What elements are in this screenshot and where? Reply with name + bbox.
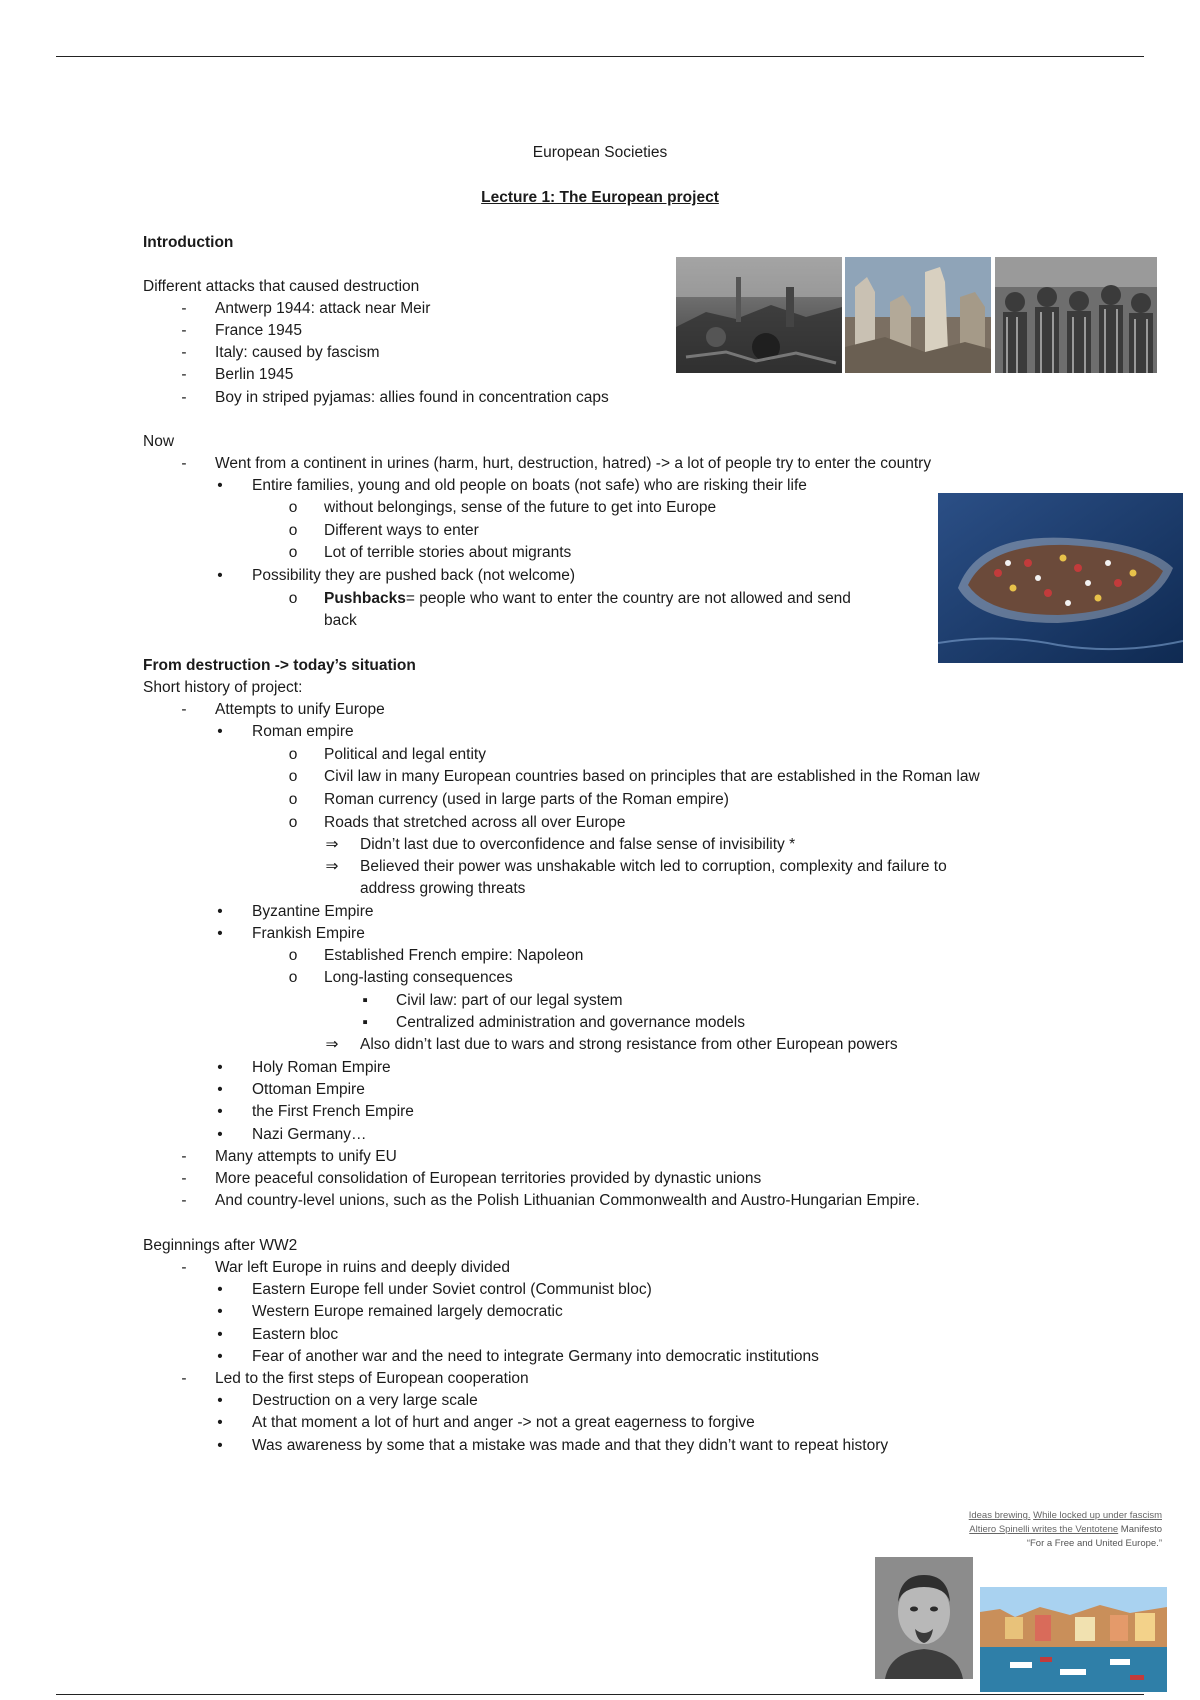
list-item: Nazi Germany… — [252, 1126, 367, 1143]
war-photo-ruins — [845, 257, 991, 373]
dash-marker: - — [181, 300, 187, 317]
dash-marker: - — [181, 1370, 187, 1387]
list-item: Also didn’t last due to wars and strong resistance from other European powers — [360, 1036, 898, 1053]
circle-marker: o — [288, 814, 298, 831]
dash-marker: - — [181, 1170, 187, 1187]
circle-marker: o — [288, 791, 298, 808]
list-item: address growing threats — [360, 880, 526, 897]
course-title: European Societies — [532, 144, 668, 161]
bullet-marker: • — [217, 1103, 223, 1120]
list-item: Different ways to enter — [324, 522, 479, 539]
dash-marker: - — [181, 344, 187, 361]
ww2-heading: Beginnings after WW2 — [143, 1237, 298, 1254]
war-photo-battlefield — [676, 257, 842, 373]
list-item: Boy in striped pyjamas: allies found in concentration caps — [215, 389, 609, 406]
dash-marker: - — [181, 1192, 187, 1209]
list-item: Attempts to unify Europe — [215, 701, 385, 718]
square-marker: ▪ — [362, 1014, 368, 1031]
list-item: Centralized administration and governance models — [396, 1014, 745, 1031]
dash-marker: - — [181, 389, 187, 406]
bullet-marker: • — [217, 477, 223, 494]
list-item: Led to the first steps of European cooperation — [215, 1370, 529, 1387]
circle-marker: o — [288, 768, 298, 785]
bullet-marker: • — [217, 925, 223, 942]
bullet-marker: • — [217, 1326, 223, 1343]
list-item: Believed their power was unshakable witch led to corruption, complexity and failure to — [360, 858, 947, 875]
list-item: At that moment a lot of hurt and anger -> not a great eagerness to forgive — [252, 1414, 755, 1431]
list-item: Antwerp 1944: attack near Meir — [215, 300, 431, 317]
dash-marker: - — [181, 701, 187, 718]
caption-link[interactable]: Ideas brewing. — [968, 1510, 1031, 1521]
list-item: Eastern bloc — [252, 1326, 339, 1343]
circle-marker: o — [288, 522, 298, 539]
pushbacks-definition: = people who want to enter the country are not allowed and send — [405, 590, 851, 607]
list-item: Entire families, young and old people on boats (not safe) who are risking their life — [252, 477, 807, 494]
list-item: Destruction on a very large scale — [252, 1392, 478, 1409]
bullet-marker: • — [217, 903, 223, 920]
list-item: Didn’t last due to overconfidence and false sense of invisibility * — [360, 836, 796, 853]
caption-link[interactable]: While locked up under fascism Altiero Spinelli writes the Ventotene — [969, 1510, 1162, 1535]
dash-marker: - — [181, 455, 187, 472]
list-item: Western Europe remained largely democratic — [252, 1303, 563, 1320]
bullet-marker: • — [217, 1059, 223, 1076]
list-item: Ottoman Empire — [252, 1081, 365, 1098]
list-item: Fear of another war and the need to integrate Germany into democratic institutions — [252, 1348, 819, 1365]
bullet-marker: • — [217, 1348, 223, 1365]
list-item: Many attempts to unify EU — [215, 1148, 397, 1165]
list-item: back — [324, 612, 357, 629]
destruction-heading: From destruction -> today’s situation — [143, 657, 416, 674]
list-item: Italy: caused by fascism — [215, 344, 380, 361]
bullet-marker: • — [217, 1126, 223, 1143]
square-marker: ▪ — [362, 992, 368, 1009]
dash-marker: - — [181, 1148, 187, 1165]
list-item: More peaceful consolidation of European territories provided by dynastic unions — [215, 1170, 762, 1187]
now-heading: Now — [143, 433, 175, 450]
bullet-marker: • — [217, 1414, 223, 1431]
list-item: Roads that stretched across all over Europe — [324, 814, 626, 831]
list-item: Roman currency (used in large parts of the Roman empire) — [324, 791, 729, 808]
circle-marker: o — [288, 590, 298, 607]
bullet-marker: • — [217, 1437, 223, 1454]
list-item: Berlin 1945 — [215, 366, 294, 383]
dash-marker: - — [181, 366, 187, 383]
list-item: Was awareness by some that a mistake was made and that they didn’t want to repeat history — [252, 1437, 889, 1454]
list-item: Possibility they are pushed back (not welcome) — [252, 567, 576, 584]
caption-text: Manifesto “For a Free and United Europe.” — [1026, 1524, 1162, 1549]
list-item: And country-level unions, such as the Polish Lithuanian Commonwealth and Austro-Hungarian Empire. — [215, 1192, 920, 1209]
list-item: Long-lasting consequences — [324, 969, 513, 986]
bullet-marker: • — [217, 1081, 223, 1098]
bullet-marker: • — [217, 1281, 223, 1298]
spinelli-caption — [960, 1509, 1162, 1551]
migrant-boat-photo — [938, 493, 1183, 663]
intro-heading: Introduction — [143, 234, 234, 251]
list-item: Roman empire — [252, 723, 354, 740]
spinelli-portrait-photo — [875, 1557, 973, 1679]
list-item: France 1945 — [215, 322, 303, 339]
circle-marker: o — [288, 499, 298, 516]
pushbacks-term: Pushbacks — [324, 590, 406, 607]
bullet-marker: • — [217, 1303, 223, 1320]
short-history-label: Short history of project: — [143, 679, 303, 696]
bullet-marker: • — [217, 1392, 223, 1409]
list-item: Civil law in many European countries based on principles that are established in the Roman law — [324, 768, 980, 785]
list-item: Lot of terrible stories about migrants — [324, 544, 572, 561]
list-item: Eastern Europe fell under Soviet control (Communist bloc) — [252, 1281, 652, 1298]
list-item: Established French empire: Napoleon — [324, 947, 584, 964]
arrow-marker: ⇒ — [325, 836, 339, 853]
list-item: Civil law: part of our legal system — [396, 992, 623, 1009]
attacks-intro: Different attacks that caused destruction — [143, 278, 420, 295]
circle-marker: o — [288, 746, 298, 763]
footer-rule — [56, 1694, 1144, 1695]
header-rule — [56, 56, 1144, 57]
list-item: the First French Empire — [252, 1103, 414, 1120]
list-item: Political and legal entity — [324, 746, 486, 763]
lecture-title: Lecture 1: The European project — [481, 189, 719, 206]
arrow-marker: ⇒ — [325, 858, 339, 875]
bullet-marker: • — [217, 723, 223, 740]
dash-marker: - — [181, 322, 187, 339]
list-item: Byzantine Empire — [252, 903, 374, 920]
arrow-marker: ⇒ — [325, 1036, 339, 1053]
dash-marker: - — [181, 1259, 187, 1276]
war-photo-prisoners — [995, 257, 1157, 373]
list-item: Went from a continent in urines (harm, hurt, destruction, hatred) -> a lot of people try to enter the country — [215, 455, 932, 472]
list-item: Frankish Empire — [252, 925, 365, 942]
circle-marker: o — [288, 947, 298, 964]
circle-marker: o — [288, 969, 298, 986]
ventotene-island-photo — [980, 1587, 1167, 1692]
bullet-marker: • — [217, 567, 223, 584]
list-item — [324, 589, 851, 609]
circle-marker: o — [288, 544, 298, 561]
list-item: Holy Roman Empire — [252, 1059, 391, 1076]
list-item: War left Europe in ruins and deeply divided — [215, 1259, 510, 1276]
list-item: without belongings, sense of the future to get into Europe — [324, 499, 717, 516]
